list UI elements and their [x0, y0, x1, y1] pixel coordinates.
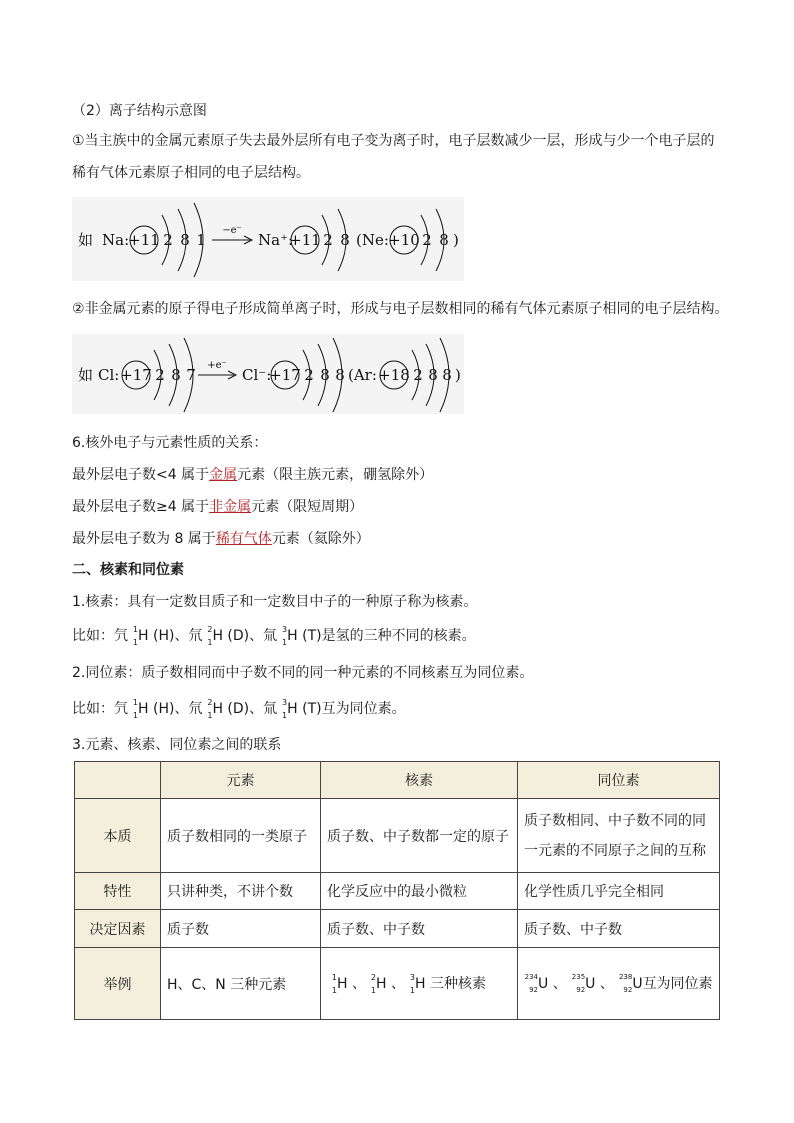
nuclide-example: 比如：氕 1 1 H (H)、氘 2 1 H (D)、氚 3 1 H (T)是氢的三种不同的核素。 [72, 625, 476, 647]
ne-shell-count: 2 [422, 231, 432, 249]
cl-ion-shell-count: 2 [304, 366, 314, 384]
table-header-cell: 核素 [321, 762, 518, 799]
na-shell-count: 8 [180, 231, 190, 249]
rule-nonmetal [72, 497, 363, 517]
cl-shell-count: 7 [186, 366, 196, 384]
na-nucleus-charge: +11 [128, 231, 160, 249]
ar-ref-open: (Ar: [348, 366, 377, 384]
table-row [75, 873, 720, 910]
ar-shell-count: 2 [413, 366, 423, 384]
isotope-symbol: H [138, 628, 149, 644]
gain-electron-label: +e⁻ [207, 360, 227, 371]
na-shell-count: 1 [196, 231, 206, 249]
cl-nucleus-charge: +17 [120, 366, 152, 384]
isotope-symbol: H [212, 701, 223, 717]
diagram-ru-text: 如 [78, 366, 94, 384]
row-header: 特性 [75, 873, 161, 910]
sodium-ion-diagram [72, 197, 464, 281]
na-ion-shell-count: 2 [323, 231, 333, 249]
uranium-notation: 235 92 [571, 972, 586, 994]
ar-shell-count: 8 [428, 366, 438, 384]
example-suffix: 是氢的三种不同的核素。 [321, 628, 476, 644]
ar-nucleus-charge: +18 [378, 366, 410, 384]
na-ion-label: Na⁺: [258, 231, 294, 249]
isotope-name: 氕 [114, 701, 128, 717]
cl-atom-label: Cl: [98, 366, 120, 384]
na-ion-nucleus-charge: +11 [289, 231, 321, 249]
row-header: 举例 [75, 948, 161, 1020]
isotope-tag: (H) [152, 628, 175, 644]
rule-metal [72, 465, 433, 485]
isotope-notation: 3 1 [282, 698, 288, 720]
table-header-cell: 元素 [161, 762, 321, 799]
table-row [75, 799, 720, 873]
table-cell-nuclides: 1 1 H 、 2 1 H 、 3 1 H 三种核素 [321, 948, 518, 1020]
isotope-name: 氘 [188, 701, 203, 717]
table-row [75, 910, 720, 948]
table-row [75, 948, 720, 1020]
paragraph-metal-ion-line1: ①当主族中的金属元素原子失去最外层所有电子变为离子时，电子层数减少一层，形成与少一个电子层的 [72, 133, 715, 149]
ne-ref-open: (Ne: [356, 231, 389, 249]
cl-ion-nucleus-charge: +17 [269, 366, 301, 384]
cl-ion-label: Cl⁻: [242, 366, 272, 384]
isotope-tag: (H) [152, 701, 175, 717]
nuclide-definition: 1.核素：具有一定数目质子和一定数目中子的一种原子称为核素。 [72, 594, 478, 610]
table-cell: 只讲种类，不讲个数 [161, 873, 321, 910]
isotope-symbol: H [287, 701, 298, 717]
rule-noble-gas [72, 529, 370, 549]
na-ion-shell-count: 8 [340, 231, 350, 249]
cl-shell-count: 2 [155, 366, 165, 384]
isotope-notation: 2 1 [207, 625, 213, 647]
ion-structure-heading: （2）离子结构示意图 [72, 103, 207, 119]
diagram-ru-text: 如 [78, 231, 94, 249]
isotope-name: 氚 [263, 628, 278, 644]
ne-ref-close: ) [453, 231, 459, 249]
isotope-notation: 2 1 [207, 698, 213, 720]
isotope-tag: (T) [302, 628, 322, 644]
cl-shell-count: 8 [171, 366, 181, 384]
table-cell: 质子数、中子数 [518, 910, 720, 948]
paragraph-metal-ion-line2: 稀有气体元素原子相同的电子层结构。 [72, 165, 310, 181]
isotope-tag: (D) [227, 701, 250, 717]
table-cell: 化学性质几乎完全相同 [518, 873, 720, 910]
ne-shell-count: 8 [439, 231, 449, 249]
isotope-name: 氕 [114, 628, 128, 644]
table-header-row [75, 762, 720, 799]
uranium-notation: 238 92 [618, 972, 633, 994]
example-prefix: 比如： [72, 628, 114, 644]
table-cell: 质子数相同、中子数不同的同一元素的不同原子之间的互称 [518, 799, 720, 873]
rule-text: 元素（氦除外） [271, 531, 370, 547]
rule-text: 最外层电子数为 8 属于 [72, 531, 216, 547]
nuclide-notation: 2 1 [370, 972, 376, 995]
table-cell: 质子数、中子数都一定的原子 [321, 799, 518, 873]
cl-ion-shell-count: 8 [320, 366, 330, 384]
isotope-notation: 1 1 [132, 625, 138, 647]
ar-shell-count: 8 [442, 366, 452, 384]
nuclide-notation: 3 1 [409, 972, 415, 995]
isotope-tag: (D) [227, 628, 250, 644]
table-cell: H、C、N 三种元素 [161, 948, 321, 1020]
isotope-example: 比如：氕 1 1 H (H)、氘 2 1 H (D)、氚 3 1 H (T)互为同位素。 [72, 698, 406, 720]
paragraph-nonmetal-ion: ②非金属元素的原子得电子形成简单离子时，形成与电子层数相同的稀有气体元素原子相同的电子层结构。 [72, 301, 729, 317]
nuclide-isotope-heading: 二、核素和同位素 [72, 562, 184, 578]
isotope-name: 氘 [188, 628, 203, 644]
row-header: 决定因素 [75, 910, 161, 948]
na-shell-count: 2 [163, 231, 173, 249]
na-atom-label: Na: [102, 231, 130, 249]
isotope-notation: 1 1 [132, 698, 138, 720]
table-cell: 质子数 [161, 910, 321, 948]
isotope-definition: 2.同位素：质子数相同而中子数不同的同一种元素的不同核素互为同位素。 [72, 665, 534, 681]
example-prefix: 比如： [72, 701, 114, 717]
isotope-symbol: H [138, 701, 149, 717]
rule-text: 元素（限短周期） [251, 499, 364, 515]
isotope-notation: 3 1 [282, 625, 288, 647]
lose-electron-label: −e⁻ [222, 225, 242, 236]
isotope-name: 氚 [263, 701, 278, 717]
ne-nucleus-charge: +10 [388, 231, 420, 249]
example-suffix: 互为同位素。 [321, 701, 406, 717]
table-header-cell [75, 762, 161, 799]
rule-text: 元素（限主族元素，硼氢除外） [237, 467, 434, 483]
table-cell-uranium: 234 92 U 、 235 92 U 、 238 92 U互为同位素 [518, 948, 720, 1020]
isotope-symbol: H [287, 628, 298, 644]
rule-keyword: 稀有气体 [215, 531, 272, 547]
nuclide-notation: 1 1 [331, 972, 337, 995]
row-header: 本质 [75, 799, 161, 873]
isotope-tag: (T) [302, 701, 322, 717]
rule-keyword: 非金属 [209, 499, 252, 515]
rule-text: 最外层电子数≥4 属于 [72, 499, 210, 515]
section6-heading: 6.核外电子与元素性质的关系： [72, 435, 268, 451]
table-cell: 质子数、中子数 [321, 910, 518, 948]
uranium-notation: 234 92 [524, 972, 538, 994]
table-cell: 质子数相同的一类原子 [161, 799, 321, 873]
rule-text: 最外层电子数<4 属于 [72, 467, 210, 483]
isotope-symbol: H [212, 628, 223, 644]
chlorine-ion-diagram [72, 334, 464, 414]
table-cell: 化学反应中的最小微粒 [321, 873, 518, 910]
relationship-heading: 3.元素、核素、同位素之间的联系 [72, 737, 282, 753]
element-nuclide-isotope-table [74, 761, 720, 1020]
ar-ref-close: ) [455, 366, 461, 384]
rule-keyword: 金属 [209, 467, 238, 483]
cl-ion-shell-count: 8 [335, 366, 345, 384]
table-header-cell: 同位素 [518, 762, 720, 799]
